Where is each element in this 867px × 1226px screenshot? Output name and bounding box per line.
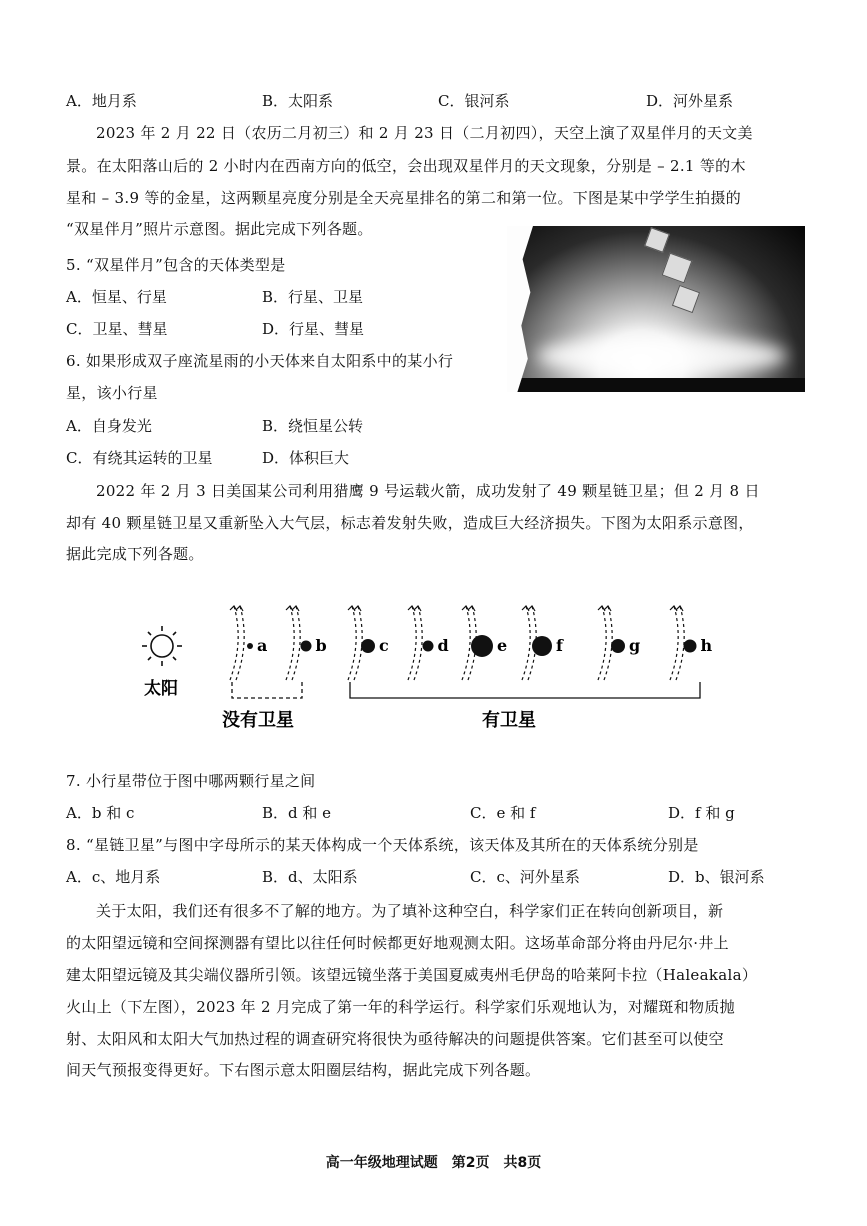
planet-label-e: e	[497, 636, 508, 655]
double-star-moon-photo	[507, 226, 805, 392]
planet-g	[611, 639, 625, 653]
planet-f	[532, 636, 552, 656]
q8-stem: 8. “星链卫星”与图中字母所示的某天体构成一个天体系统，该天体及其所在的天体系统分别是	[66, 836, 699, 854]
q8-option-b: B．d、太阳系	[262, 868, 358, 886]
sun-label: 太阳	[144, 679, 178, 699]
q5-stem: 5. “双星伴月”包含的天体类型是	[66, 256, 286, 274]
planet-label-g: g	[629, 636, 641, 655]
passage2-line3: 据此完成下列各题。	[66, 545, 204, 563]
q8-option-a: A．c、地月系	[66, 868, 161, 886]
q5-option-b: B．行星、卫星	[262, 288, 364, 306]
page-footer: 高一年级地理试题 第2页 共8页	[325, 1155, 542, 1171]
ground-silhouette	[507, 378, 805, 392]
planet-h	[684, 640, 697, 653]
orbit-arrow-h-0	[670, 606, 677, 611]
planet-b	[301, 641, 312, 652]
with-moon-bracket	[350, 682, 700, 698]
orbit-arrow-e-0	[462, 606, 469, 611]
q4-option-c: C．银河系	[438, 92, 510, 110]
planet-label-c: c	[379, 636, 389, 655]
q7-option-d: D．f 和 g	[668, 804, 735, 822]
planet-c	[361, 639, 375, 653]
q8-option-c: C．c、河外星系	[470, 868, 580, 886]
q7-option-c: C．e 和 f	[470, 804, 536, 822]
planet-e	[471, 635, 493, 657]
orbit-arrow-b-0	[286, 606, 293, 611]
photo-torn-edge	[507, 226, 533, 392]
q4-option-b: B．太阳系	[262, 92, 334, 110]
orbit-arc-g-0	[598, 606, 606, 680]
planet-group	[230, 606, 713, 680]
q7-option-a: A．b 和 c	[66, 804, 135, 822]
passage3-line2: 的太阳望远镜和空间探测器有望比以往任何时候都更好地观测太阳。这场革命部分将由丹尼尔·井上	[66, 934, 729, 952]
passage3-line1: 关于太阳，我们还有很多不了解的地方。为了填补这种空白，科学家们正在转向创新项目，新	[96, 902, 724, 920]
passage3-line5: 射、太阳风和太阳大气加热过程的调查研究将很快为亟待解决的问题提供答案。它们甚至可以使空	[66, 1030, 724, 1048]
planet-label-f: f	[556, 636, 563, 655]
q6-stem-line1: 6. 如果形成双子座流星雨的小天体来自太阳系中的某小行	[66, 352, 454, 370]
orbit-arc-d-0	[408, 606, 416, 680]
orbit-arc-b-0	[286, 606, 294, 680]
q4-option-a: A．地月系	[66, 92, 137, 110]
passage1-line3: 星和 – 3.9 等的金星，这两颗星亮度分别是全天亮星排名的第二和第一位。下图是某中学学生拍摄的	[66, 189, 742, 207]
orbit-arrow-f-0	[522, 606, 529, 611]
orbit-arc-g-1	[604, 606, 612, 680]
orbit-arc-b-1	[292, 606, 300, 680]
planet-label-d: d	[437, 636, 449, 655]
q5-option-a: A．恒星、行星	[66, 288, 167, 306]
orbit-arrow-a-0	[230, 606, 237, 611]
no-moon-label: 没有卫星	[222, 710, 294, 731]
photo-object-2	[662, 253, 693, 284]
q5-option-c: C．卫星、彗星	[66, 320, 168, 338]
planet-a	[247, 643, 253, 649]
photo-object-3	[672, 285, 700, 313]
passage1-line1: 2023 年 2 月 22 日（农历二月初三）和 2 月 23 日（二月初四），天空上演了双星伴月的天文美	[96, 124, 753, 142]
orbit-arc-e-0	[462, 606, 470, 680]
passage2-line2: 却有 40 颗星链卫星又重新坠入大气层，标志着发射失败，造成巨大经济损失。下图为太阳系示意图，	[66, 514, 754, 532]
q6-option-c: C．有绕其运转的卫星	[66, 449, 213, 467]
orbit-arrow-g-0	[598, 606, 605, 611]
passage1-line2: 景。在太阳落山后的 2 小时内在西南方向的低空，会出现双星伴月的天文现象，分别是 – 2.1 等的木	[66, 157, 746, 175]
orbit-arc-a-1	[236, 606, 244, 680]
orbit-arc-d-1	[414, 606, 422, 680]
passage2-line1: 2022 年 2 月 3 日美国某公司利用猎鹰 9 号运载火箭，成功发射了 49 颗星链卫星；但 2 月 8 日	[96, 482, 760, 500]
no-moon-bracket	[232, 682, 302, 698]
horizon-glow	[537, 336, 787, 376]
orbit-arrow-d-0	[408, 606, 415, 611]
q7-stem: 7. 小行星带位于图中哪两颗行星之间	[66, 772, 316, 790]
planet-label-h: h	[700, 636, 713, 655]
photo-object-1	[644, 227, 670, 253]
q4-option-d: D．河外星系	[646, 92, 734, 110]
orbit-arc-h-0	[670, 606, 678, 680]
planet-label-b: b	[315, 636, 327, 655]
with-moon-label: 有卫星	[482, 710, 536, 731]
q6-option-b: B．绕恒星公转	[262, 417, 364, 435]
orbit-arc-h-1	[676, 606, 684, 680]
q8-option-d: D．b、银河系	[668, 868, 765, 886]
q6-option-d: D．体积巨大	[262, 449, 350, 467]
orbit-arc-a-0	[230, 606, 238, 680]
passage3-line3: 建太阳望远镜及其尖端仪器所引领。该望远镜坐落于美国夏威夷州毛伊岛的哈莱阿卡拉（Haleakala）	[66, 966, 758, 984]
planet-d	[423, 641, 434, 652]
q6-option-a: A．自身发光	[66, 417, 152, 435]
passage3-line4: 火山上（下左图），2023 年 2 月完成了第一年的科学运行。科学家们乐观地认为，对耀斑和物质抛	[66, 998, 735, 1016]
passage1-line4: “双星伴月”照片示意图。据此完成下列各题。	[66, 220, 373, 238]
q6-stem-line2: 星，该小行星	[66, 384, 158, 402]
orbit-arc-f-0	[522, 606, 530, 680]
q7-option-b: B．d 和 e	[262, 804, 332, 822]
orbit-arc-c-0	[348, 606, 356, 680]
orbit-arc-c-1	[354, 606, 362, 680]
sun-icon	[142, 626, 182, 666]
q5-option-d: D．行星、彗星	[262, 320, 365, 338]
planet-label-a: a	[257, 636, 268, 655]
solar-system-diagram	[130, 598, 730, 738]
orbit-arrow-c-0	[348, 606, 355, 611]
passage3-line6: 间天气预报变得更好。下右图示意太阳圈层结构，据此完成下列各题。	[66, 1061, 541, 1079]
